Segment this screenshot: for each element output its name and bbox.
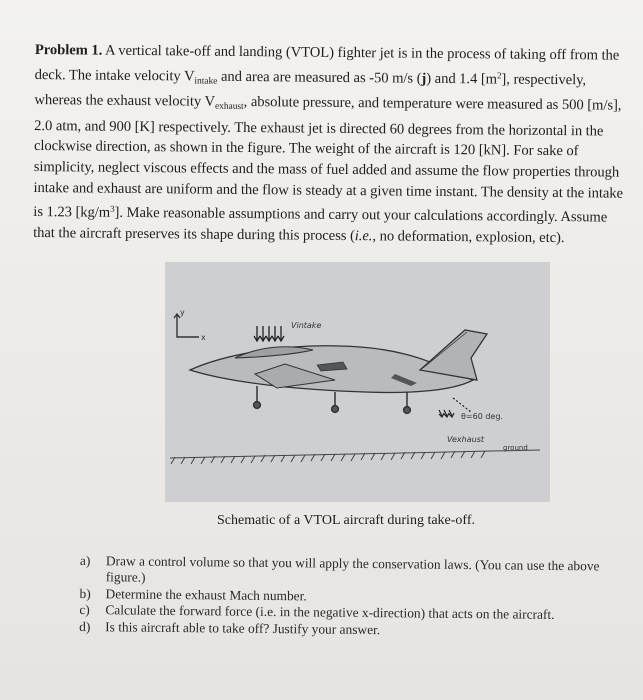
axes-icon [174, 314, 199, 337]
question-label: b) [79, 585, 91, 601]
question-label: a) [79, 553, 91, 569]
intake-label: Vintake [291, 321, 322, 330]
angle-label: θ=60 deg. [461, 412, 503, 421]
problem-text-1: A vertical take-off and landing (VTOL) fighter jet is in the process of taking off from the deck. The intake velocity V [34, 42, 620, 85]
problem-text-2: and area are measured as -50 m/s ( [217, 68, 422, 87]
exhaust-label: Vexhaust [447, 435, 485, 444]
density-superscript: 3 [110, 203, 115, 214]
problem-number: Problem 1. [34, 41, 103, 59]
problem-text-6: ]. Make reasonable assumptions and carry out your calculations accordingly. Assume that the aircraft preserves its shape during this process ( [33, 204, 608, 244]
problem-text-7: , no deformation, explosion, etc). [372, 227, 565, 246]
intake-subscript: intake [194, 76, 218, 87]
question-list [79, 553, 610, 641]
question-text: Calculate the forward force (i.e. in the negative x-direction) that acts on the aircraft. [105, 602, 555, 623]
intake-arrows-icon [254, 326, 284, 341]
j-unit-vector: j [421, 70, 427, 87]
problem-text-5: , absolute pressure, and temperature were measured as 500 [m/s], 2.0 atm, and 900 [K] respectively. The exhaust jet is directed 60 degrees from the horizontal in the clockwise direction, as shown in the figure. The weight of the aircraft is 120 [kN]. For sake of simplicity, neglect viscous effects and the mass of fuel added and assume the flow properties through intake and exhaust are uniform and the flow is steady at a given time instant. The density at the intake is 1.23 [kg/m [33, 94, 624, 221]
axis-x-label: x [201, 333, 206, 342]
question-a [80, 553, 610, 591]
problem-text-3: ) and 1.4 [m [426, 70, 498, 88]
problem-text-4: ], respectively, whereas the exhaust velocity V [34, 71, 587, 110]
area-superscript: 2 [497, 70, 502, 81]
vtol-sketch [165, 262, 550, 502]
question-label: d) [79, 618, 91, 634]
question-text: Draw a control volume so that you will apply the conservation laws. (You can use the above figure.) [105, 553, 600, 586]
question-text: Is this aircraft able to take off? Justify your answer. [105, 618, 381, 637]
ground-hatch-icon [170, 450, 540, 464]
exhaust-subscript: exhaust [214, 101, 244, 113]
axis-y-label: y [180, 308, 185, 317]
ie-italic: i.e. [354, 227, 373, 244]
figure-caption: Schematic of a VTOL aircraft during take-off. [217, 513, 475, 528]
ground-label: ground [503, 444, 528, 452]
question-label: c) [79, 602, 90, 618]
aircraft-figure [165, 262, 550, 502]
question-text: Determine the exhaust Mach number. [105, 586, 307, 604]
problem-statement [33, 40, 633, 249]
